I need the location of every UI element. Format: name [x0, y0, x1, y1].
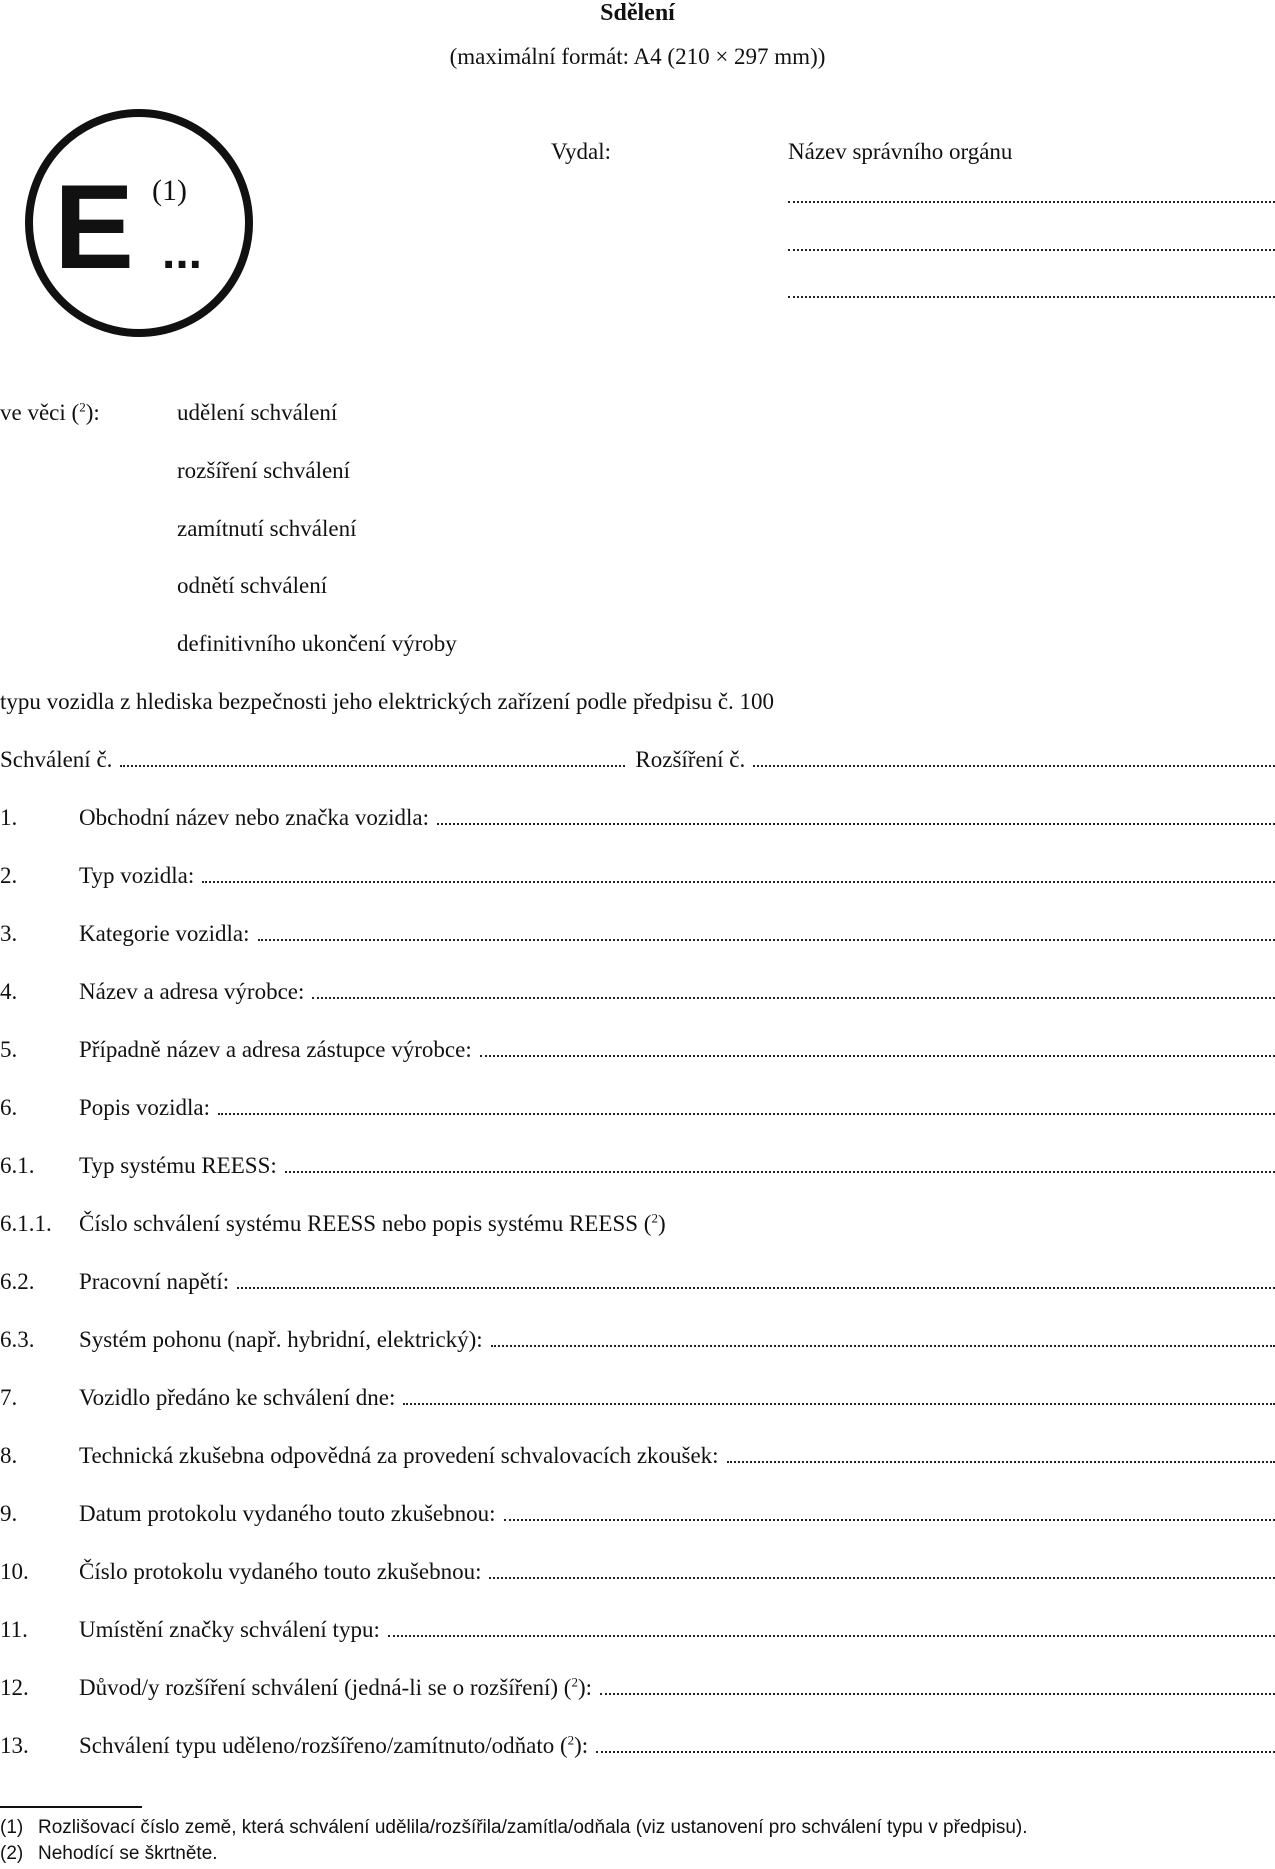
option-refusal[interactable]: zamítnutí schválení [177, 516, 357, 541]
item-number: 8. [0, 1443, 18, 1468]
item-label: Popis vozidla: [79, 1095, 210, 1120]
item-row [0, 1211, 1275, 1241]
item-label: Číslo protokolu vydaného touto zkušebnou: [79, 1559, 482, 1584]
item-field-extension-reasons[interactable] [600, 1679, 1275, 1695]
item-field-approval-status[interactable] [596, 1737, 1275, 1753]
item-number: 6.3. [0, 1327, 35, 1352]
item-row [0, 1443, 1275, 1473]
item-number: 10. [0, 1559, 29, 1584]
item-field-propulsion[interactable] [491, 1331, 1275, 1347]
item-label: Případně název a adresa zástupce výrobce: [79, 1037, 472, 1062]
item-number: 1. [0, 805, 18, 830]
issued-by-line-1[interactable] [788, 201, 1275, 203]
item-row [0, 921, 1275, 951]
item-field-report-number[interactable] [489, 1563, 1275, 1579]
item-field-vehicle-category[interactable] [258, 925, 1275, 941]
item-field-reess-type[interactable] [285, 1157, 1275, 1173]
item-row [0, 1269, 1275, 1299]
item-label: Důvod/y rozšíření schválení (jedná-li se o rozšíření) ($^2$): [79, 1674, 592, 1700]
item-row [0, 1559, 1275, 1589]
emark-letter: E [54, 160, 135, 294]
option-grant[interactable]: udělení schválení [177, 400, 338, 425]
item-field-representative[interactable] [480, 1041, 1275, 1057]
issued-by-value: Název správního orgánu [788, 139, 1013, 164]
item-field-technical-service[interactable] [727, 1447, 1275, 1463]
approval-number-row [0, 747, 1275, 777]
page-subtitle: (maximální formát: A4 (210 × 297 mm)) [449, 44, 826, 69]
item-label: Typ vozidla: [79, 863, 195, 888]
item-field-submitted-date[interactable] [403, 1389, 1275, 1405]
item-label: Technická zkušebna odpovědná za provedení schvalovacích zkoušek: [79, 1443, 719, 1468]
subject-line: typu vozidla z hlediska bezpečnosti jeho elektrických zařízení podle předpisu č. 100 [0, 689, 775, 714]
item-number: 4. [0, 979, 18, 1004]
item-field-report-date[interactable] [504, 1505, 1275, 1521]
item-row [0, 979, 1275, 1009]
emark-ellipsis: ... [162, 226, 203, 279]
item-number: 6. [0, 1095, 18, 1120]
option-extension[interactable]: rozšíření schválení [177, 458, 351, 483]
item-number: 3. [0, 921, 18, 946]
footnote-2 [0, 1843, 218, 1865]
approval-number-field[interactable] [120, 751, 625, 767]
extension-number-field[interactable] [753, 751, 1275, 767]
item-row [0, 1385, 1275, 1415]
item-label: Obchodní název nebo značka vozidla: [79, 805, 429, 830]
item-label: Umístění značky schválení typu: [79, 1617, 380, 1642]
item-number: 7. [0, 1385, 18, 1410]
item-field-vehicle-type[interactable] [202, 867, 1275, 883]
option-withdrawal[interactable]: odnětí schválení [177, 573, 328, 598]
approval-mark-icon [24, 108, 254, 338]
item-row [0, 1733, 1275, 1763]
item-row [0, 1095, 1275, 1125]
footnote-number: (2) [0, 1843, 24, 1864]
page-title: Sdělení [600, 0, 675, 26]
option-production-discontinued[interactable]: definitivního ukončení výroby [177, 631, 457, 656]
approval-number-label: Schválení č. [0, 747, 113, 772]
item-label: Vozidlo předáno ke schválení dne: [79, 1385, 396, 1410]
item-row [0, 1617, 1275, 1647]
item-number: 9. [0, 1501, 18, 1526]
item-row [0, 1327, 1275, 1357]
emark-footnote-ref: (1) [152, 174, 187, 207]
item-field-trade-name[interactable] [437, 809, 1275, 825]
footnote-text: Nehodící se škrtněte. [38, 1843, 218, 1864]
item-number: 6.1. [0, 1153, 35, 1178]
item-field-working-voltage[interactable] [237, 1273, 1275, 1289]
footnote-1 [0, 1817, 1028, 1839]
item-label: Název a adresa výrobce: [79, 979, 305, 1004]
item-label: Kategorie vozidla: [79, 921, 250, 946]
item-label: Číslo schválení systému REESS nebo popis systému REESS ($^2$) [79, 1210, 666, 1236]
issued-by-line-3[interactable] [788, 296, 1275, 298]
item-row [0, 1037, 1275, 1067]
item-field-vehicle-description[interactable] [218, 1099, 1275, 1115]
item-number: 6.1.1. [0, 1211, 52, 1236]
item-number: 2. [0, 863, 18, 888]
item-row [0, 863, 1275, 893]
footnote-text: Rozlišovací číslo země, která schválení udělila/rozšířila/zamítla/odňala (viz ustanovení pro schválení typu v předpisu). [38, 1817, 1028, 1838]
item-label: Datum protokolu vydaného touto zkušebnou: [79, 1501, 496, 1526]
item-number: 13. [0, 1733, 29, 1758]
concerning-label: ve věci ($^2$): [0, 399, 100, 425]
item-label: Pracovní napětí: [79, 1269, 230, 1294]
item-field-mark-location[interactable] [388, 1621, 1275, 1637]
issued-by-line-2[interactable] [788, 249, 1275, 251]
item-label: Schválení typu uděleno/rozšířeno/zamítnuto/odňato ($^2$): [79, 1732, 589, 1758]
extension-number-label: Rozšíření č. [635, 747, 746, 772]
item-number: 5. [0, 1037, 18, 1062]
item-row [0, 1153, 1275, 1183]
item-label: Typ systému REESS: [79, 1153, 277, 1178]
footnote-divider [0, 1806, 142, 1808]
item-row [0, 1675, 1275, 1705]
footnote-number: (1) [0, 1817, 24, 1838]
issued-by-label: Vydal: [551, 139, 612, 164]
item-number: 6.2. [0, 1269, 35, 1294]
item-number: 12. [0, 1675, 29, 1700]
item-row [0, 1501, 1275, 1531]
item-number: 11. [0, 1617, 28, 1642]
item-row [0, 805, 1275, 835]
item-label: Systém pohonu (např. hybridní, elektrický): [79, 1327, 483, 1352]
item-field-manufacturer[interactable] [312, 983, 1275, 999]
